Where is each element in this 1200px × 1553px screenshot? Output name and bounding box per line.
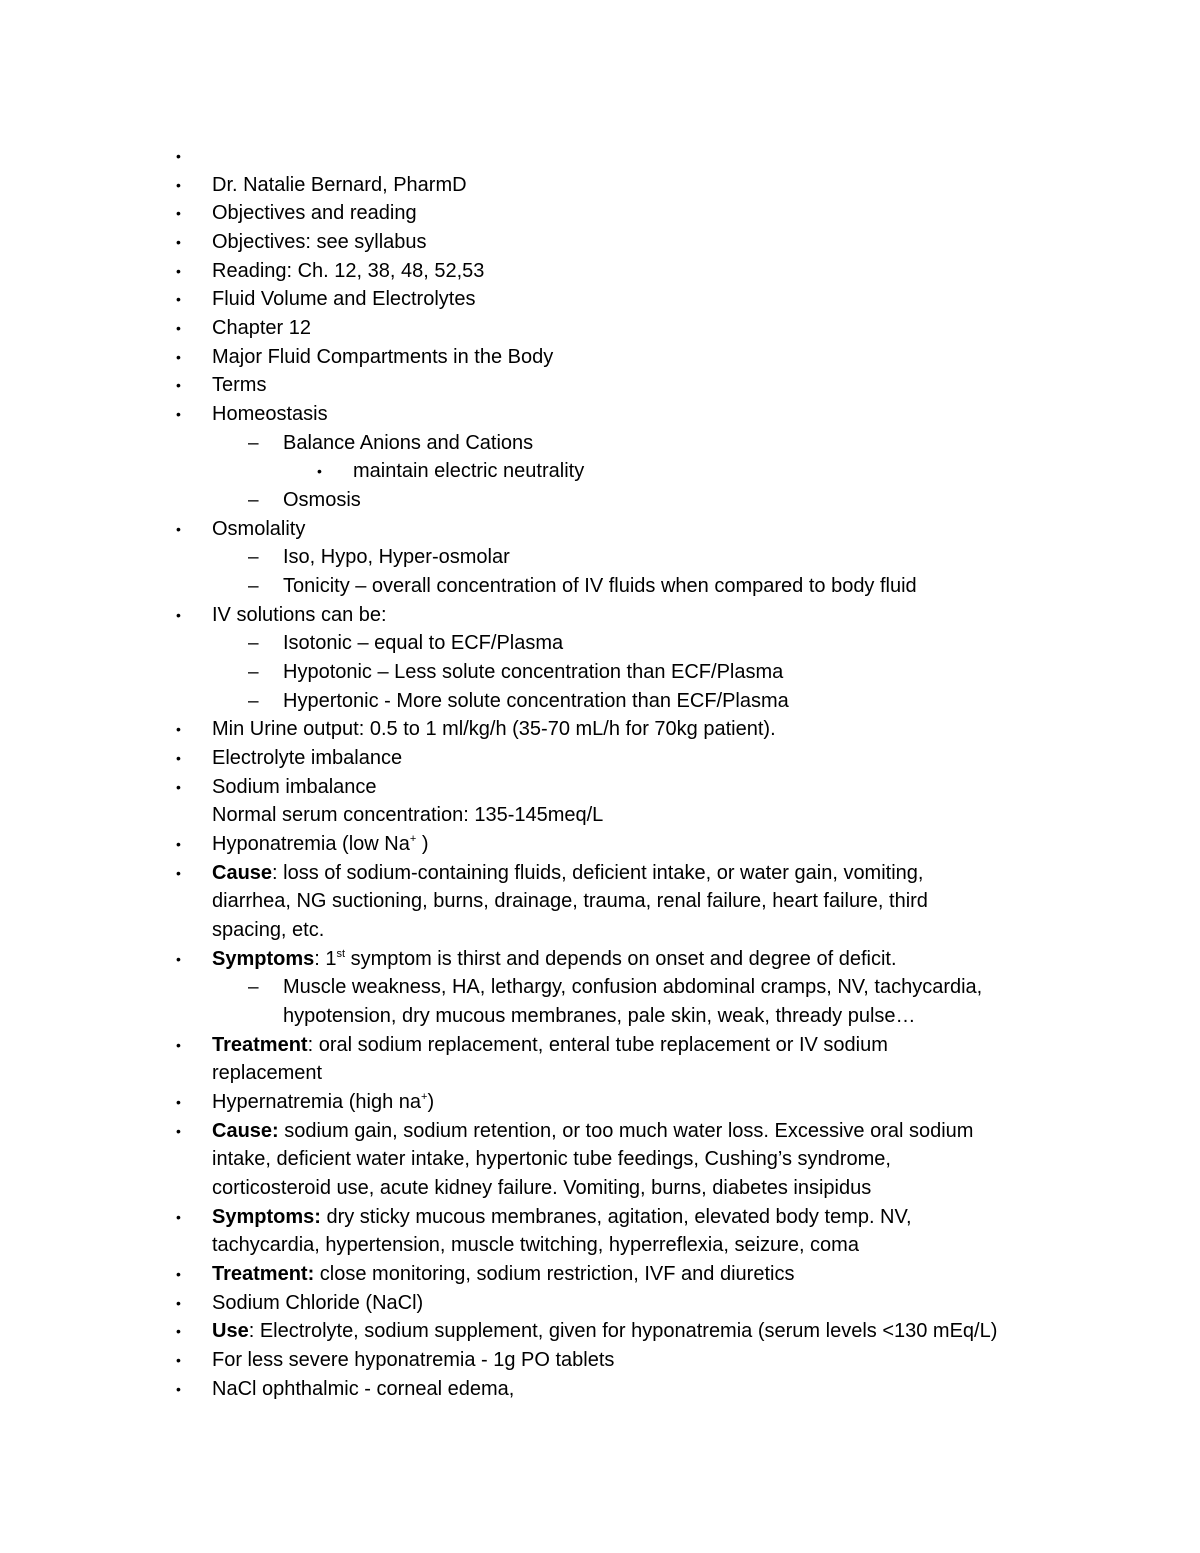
bullet-dot-icon: • [176, 607, 181, 623]
line-text [283, 486, 361, 515]
line-text [212, 601, 387, 630]
line-text [212, 199, 417, 228]
line-text [353, 457, 584, 486]
bullet-dot-icon: • [176, 349, 181, 365]
bullet-dot-icon: • [176, 406, 181, 422]
line-text [212, 343, 553, 372]
line-text [283, 1002, 916, 1031]
bullet-dot-icon: • [176, 836, 181, 852]
line-body-text: intake, deficient water intake, hypertonic tube feedings, Cushing’s syndrome, [212, 1148, 891, 1170]
bullet-dot-icon: • [176, 721, 181, 737]
line-body-text: ) [416, 833, 429, 855]
bullet-dot-icon: • [176, 1266, 181, 1282]
line-body-text: Dr. Natalie Bernard, PharmD [212, 174, 467, 196]
bullet-dot-icon: • [317, 463, 322, 479]
line-body-text: Electrolyte imbalance [212, 747, 403, 769]
line-body-text: Objectives: see syllabus [212, 231, 427, 253]
line-text [212, 773, 377, 802]
line-text [212, 515, 305, 544]
line-body-text: corticosteroid use, acute kidney failure. Vomiting, burns, diabetes insipidus [212, 1177, 872, 1199]
line-text [283, 973, 982, 1002]
line-body-text: IV solutions can be: [212, 604, 387, 626]
line-text [212, 1117, 973, 1146]
line-bold-label: Cause [212, 862, 273, 884]
line-text [212, 945, 897, 974]
line-body-text: Normal serum concentration: 135-145meq/L [212, 804, 604, 826]
line-body-text: spacing, etc. [212, 919, 325, 941]
bullet-dot-icon: • [176, 1381, 181, 1397]
line-text [212, 1174, 871, 1203]
bullet-dot-icon: • [176, 291, 181, 307]
line-body-text: Hypotonic – Less solute concentration than ECF/Plasma [283, 661, 784, 683]
line-body-text: Sodium imbalance [212, 776, 377, 798]
line-text [212, 916, 324, 945]
line-text [212, 887, 928, 916]
line-text [212, 1375, 514, 1404]
line-text [212, 859, 923, 888]
line-body-text: tachycardia, hypertension, muscle twitching, hyperreflexia, seizure, coma [212, 1234, 859, 1256]
line-pre-text: Hypernatremia (high na [212, 1091, 421, 1113]
line-body-text: Sodium Chloride (NaCl) [212, 1292, 424, 1314]
line-body-text: NaCl ophthalmic - corneal edema, [212, 1378, 515, 1400]
line-text [212, 1289, 423, 1318]
line-pre-text: : 1 [314, 948, 337, 970]
bullet-dot-icon: • [176, 320, 181, 336]
line-body-text: maintain electric neutrality [353, 460, 585, 482]
line-body-text: Min Urine output: 0.5 to 1 ml/kg/h (35-70 mL/h for 70kg patient). [212, 718, 776, 740]
line-text [212, 1346, 614, 1375]
line-bold-label: Use [212, 1320, 249, 1342]
line-text [283, 429, 533, 458]
bullet-dot-icon: • [176, 1352, 181, 1368]
line-bold-label: Symptoms [212, 948, 315, 970]
bullet-dot-icon: • [176, 234, 181, 250]
line-text [212, 830, 429, 859]
line-pre-text: Hyponatremia (low Na [212, 833, 410, 855]
bullet-dot-icon: • [176, 1094, 181, 1110]
line-text [283, 687, 789, 716]
line-text [212, 314, 311, 343]
bullet-dot-icon: • [176, 1323, 181, 1339]
bullet-dash-icon: – [248, 490, 259, 511]
line-body-text: Reading: Ch. 12, 38, 48, 52,53 [212, 260, 485, 282]
line-body-text: ) [427, 1091, 435, 1113]
line-text [212, 371, 266, 400]
line-text [212, 1059, 322, 1088]
superscript: + [421, 1091, 428, 1103]
bullet-dot-icon: • [176, 865, 181, 881]
line-text [283, 543, 510, 572]
line-text [212, 1203, 912, 1232]
line-bold-label: Treatment [212, 1034, 308, 1056]
line-body-text: Isotonic – equal to ECF/Plasma [283, 632, 564, 654]
line-text [212, 1145, 891, 1174]
bullet-dot-icon: • [176, 1037, 181, 1053]
line-text [212, 744, 402, 773]
line-body-text: Osmosis [283, 489, 361, 511]
line-text [212, 1231, 859, 1260]
line-body-text: Osmolality [212, 518, 306, 540]
line-text [212, 1260, 794, 1289]
line-body-text: : oral sodium replacement, enteral tube replacement or IV sodium [307, 1034, 888, 1056]
superscript: st [336, 948, 346, 960]
line-bold-label: Treatment: [212, 1263, 315, 1285]
line-body-text: Muscle weakness, HA, lethargy, confusion abdominal cramps, NV, tachycardia, [283, 976, 983, 998]
line-text [212, 715, 776, 744]
line-bold-label: Cause: [212, 1120, 279, 1142]
bullet-dash-icon: – [248, 547, 259, 568]
bullet-dot-icon: • [176, 1123, 181, 1139]
line-body-text: symptom is thirst and depends on onset and degree of deficit. [345, 948, 897, 970]
line-text [212, 1317, 997, 1346]
line-text [212, 801, 603, 830]
line-text [212, 285, 475, 314]
bullet-dash-icon: – [248, 576, 259, 597]
line-text [212, 171, 467, 200]
bullet-dash-icon: – [248, 433, 259, 454]
bullet-dot-icon: • [176, 1295, 181, 1311]
line-body-text: For less severe hyponatremia - 1g PO tablets [212, 1349, 615, 1371]
bullet-dot-icon: • [176, 1209, 181, 1225]
line-body-text: sodium gain, sodium retention, or too much water loss. Excessive oral sodium [278, 1120, 974, 1142]
line-body-text: hypotension, dry mucous membranes, pale skin, weak, thready pulse… [283, 1005, 916, 1027]
superscript: + [409, 833, 417, 845]
line-text [212, 257, 484, 286]
line-bold-label: Symptoms: [212, 1206, 321, 1228]
line-body-text: Major Fluid Compartments in the Body [212, 346, 554, 368]
line-text [283, 629, 563, 658]
line-body-text: Terms [212, 374, 267, 396]
bullet-dash-icon: – [248, 633, 259, 654]
line-body-text: Hypertonic - More solute concentration than ECF/Plasma [283, 690, 789, 712]
line-text [283, 572, 917, 601]
bullet-dot-icon: • [176, 779, 181, 795]
line-text [212, 400, 328, 429]
bullet-dash-icon: – [248, 662, 259, 683]
bullet-dash-icon: – [248, 691, 259, 712]
line-text [212, 228, 427, 257]
bullet-dot-icon: • [176, 263, 181, 279]
line-body-text: diarrhea, NG suctioning, burns, drainage, trauma, renal failure, heart failure, third [212, 890, 928, 912]
bullet-dash-icon: – [248, 977, 259, 998]
bullet-dot-icon: • [176, 521, 181, 537]
line-body-text: Fluid Volume and Electrolytes [212, 288, 476, 310]
line-body-text: Objectives and reading [212, 202, 417, 224]
line-body-text: dry sticky mucous membranes, agitation, elevated body temp. NV, [320, 1206, 912, 1228]
line-body-text: : Electrolyte, sodium supplement, given for hyponatremia (serum levels <130 mEq/L) [248, 1320, 998, 1342]
line-text [212, 1031, 888, 1060]
line-body-text: Homeostasis [212, 403, 328, 425]
bullet-dot-icon: • [176, 750, 181, 766]
bullet-dot-icon: • [176, 205, 181, 221]
line-body-text: : loss of sodium-containing fluids, deficient intake, or water gain, vomiting, [272, 862, 924, 884]
bullet-dot-icon: • [176, 951, 181, 967]
line-body-text: Tonicity – overall concentration of IV fluids when compared to body fluid [283, 575, 917, 597]
line-body-text: replacement [212, 1062, 323, 1084]
line-body-text: Iso, Hypo, Hyper-osmolar [283, 546, 510, 568]
bullet-dot-icon: • [176, 148, 181, 164]
line-text [283, 658, 783, 687]
line-body-text: close monitoring, sodium restriction, IVF and diuretics [314, 1263, 795, 1285]
line-body-text: Chapter 12 [212, 317, 311, 339]
bullet-dot-icon: • [176, 177, 181, 193]
bullet-dot-icon: • [176, 377, 181, 393]
line-body-text: Balance Anions and Cations [283, 432, 534, 454]
line-text [212, 1088, 434, 1117]
